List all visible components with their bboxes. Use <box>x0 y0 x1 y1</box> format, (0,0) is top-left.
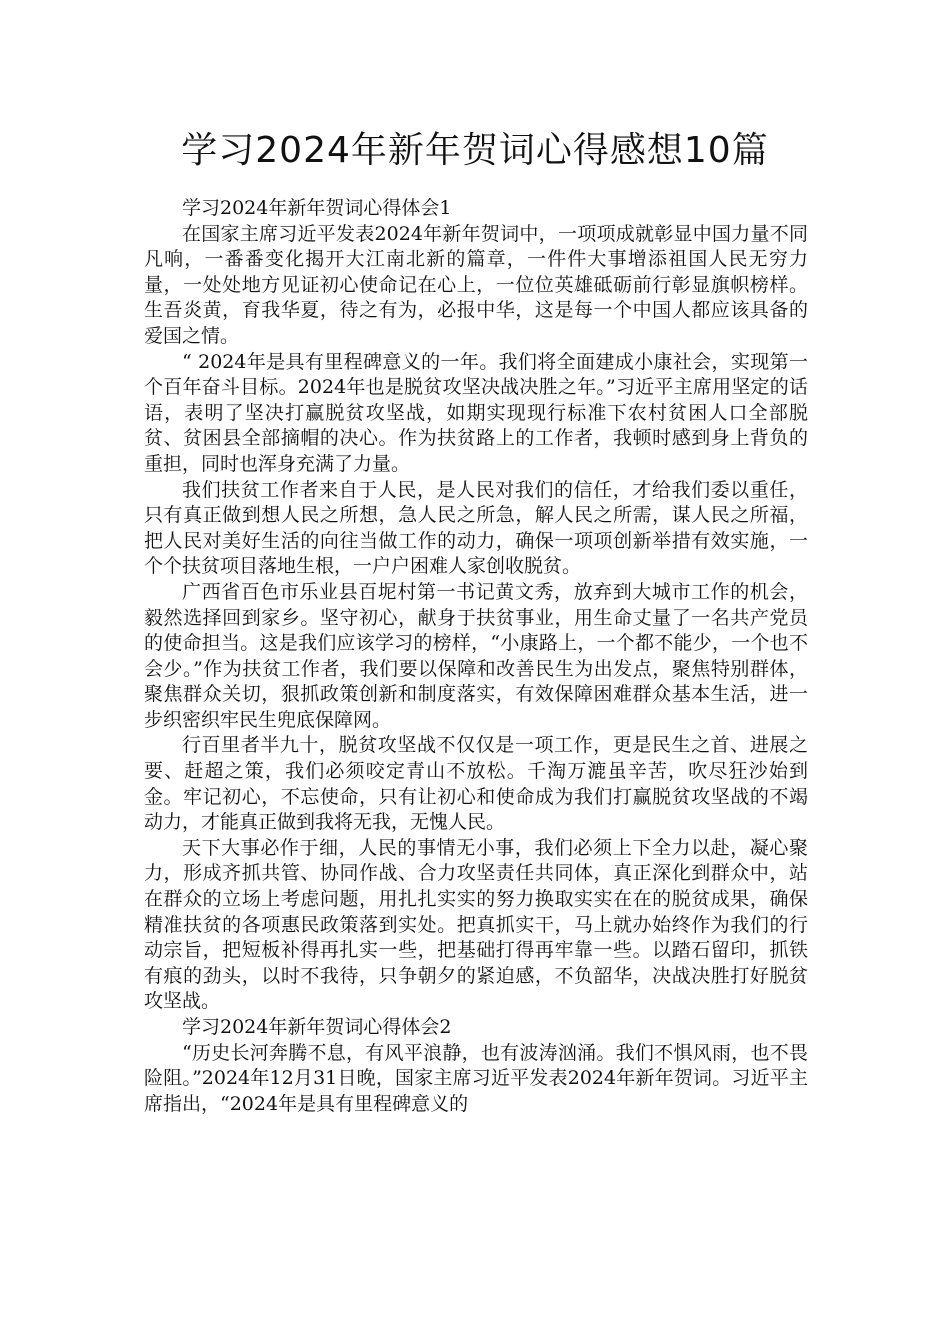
document-body <box>144 196 808 1117</box>
section-heading-2: 学习2024年新年贺词心得体会2 <box>182 1016 452 1038</box>
body-paragraph: “历史长河奔腾不息，有风平浪静，也有波涛汹涌。我们不惧风雨，也不畏险阻。”2024年12月31日晚，国家主席习近平发表2024年新年贺词。习近平主席指出，“2024年是具有里程碑意义的 <box>144 1041 808 1115</box>
body-paragraph: “ 2024年是具有里程碑意义的一年。我们将全面建成小康社会，实现第一个百年奋斗目标。2024年也是脱贫攻坚决战决胜之年。”习近平主席用坚定的话语，表明了坚决打赢脱贫攻坚战，如期实现现行标准下农村贫困人口全部脱贫、贫困县全部摘帽的决心。作为扶贫路上的工作者，我顿时感到身上背负的重担，同时也浑身充满了力量。 <box>144 350 808 475</box>
body-paragraph: 行百里者半九十，脱贫攻坚战不仅仅是一项工作，更是民生之首、进展之要、赶超之策，我们必须咬定青山不放松。千淘万漉虽辛苦，吹尽狂沙始到金。牢记初心，不忘使命，只有让初心和使命成为我们打赢脱贫攻坚战的不竭动力，才能真正做到我将无我，无愧人民。 <box>144 734 808 834</box>
body-paragraph: 广西省百色市乐业县百坭村第一书记黄文秀，放弃到大城市工作的机会，毅然选择回到家乡。坚守初心，献身于扶贫事业，用生命丈量了一名共产党员的使命担当。这是我们应该学习的榜样，“小康路上，一个都不能少，一个也不会少。”作为扶贫工作者，我们要以保障和改善民生为出发点，聚焦特别群体，聚焦群众关切，狠抓政策创新和制度落实，有效保障困难群众基本生活，进一步织密织牢民生兜底保障网。 <box>144 580 808 731</box>
body-paragraph: 天下大事必作于细，人民的事情无小事，我们必须上下全力以赴，凝心聚力，形成齐抓共管、协同作战、合力攻坚责任共同体，真正深化到群众中，站在群众的立场上考虑问题，用扎扎实实的努力换取实实在在的脱贫成果，确保精准扶贫的各项惠民政策落到实处。把真抓实干，马上就办始终作为我们的行动宗旨，把短板补得再扎实一些，把基础打得再牢靠一些。以踏石留印，抓铁有痕的劲头，以时不我待，只争朝夕的紧迫感，不负韶华，决战决胜打好脱贫攻坚战。 <box>144 836 808 1013</box>
document-title: 学习2024年新年贺词心得感想10篇 <box>181 130 769 171</box>
body-paragraph: 我们扶贫工作者来自于人民，是人民对我们的信任，才给我们委以重任，只有真正做到想人民之所想，急人民之所急，解人民之所需，谋人民之所福，把人民对美好生活的向往当做工作的动力，确保一项项创新举措有效实施，一个个扶贫项目落地生根，一户户困难人家创收脱贫。 <box>144 478 808 578</box>
section-heading-1: 学习2024年新年贺词心得体会1 <box>182 197 452 219</box>
body-paragraph: 在国家主席习近平发表2024年新年贺词中，一项项成就彰显中国力量不同凡响，一番番变化揭开大江南北新的篇章，一件件大事增添祖国人民无穷力量，一处处地方见证初心使命记在心上，一位位英雄砥砺前行彰显旗帜榜样。生吾炎黄，育我华夏，待之有为，必报中华，这是每一个中国人都应该具备的爱国之情。 <box>144 222 808 347</box>
